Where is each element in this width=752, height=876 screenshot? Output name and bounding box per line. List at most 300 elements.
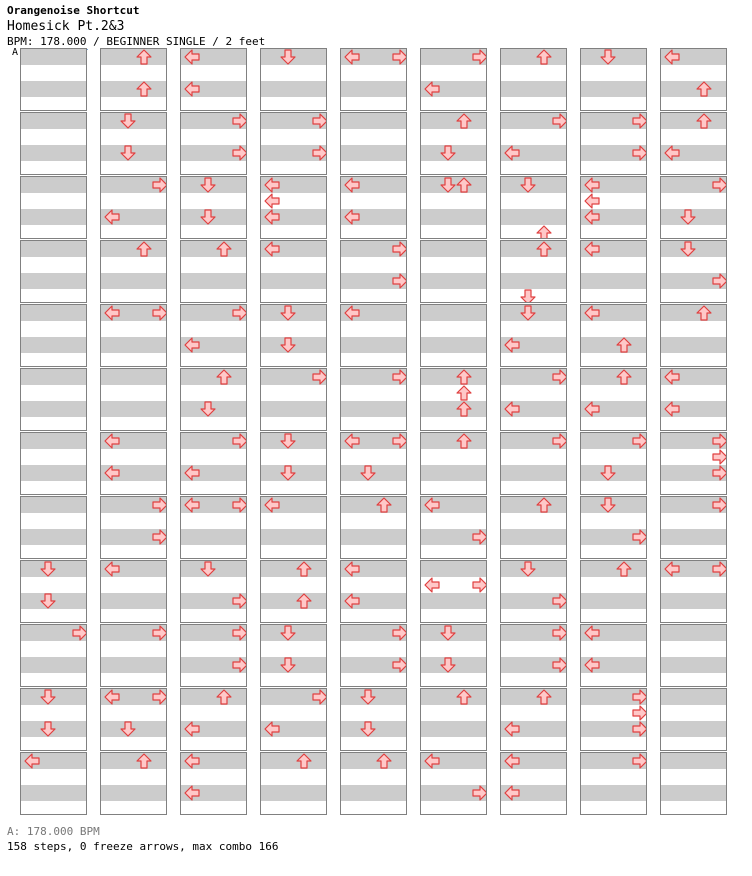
measure: [660, 752, 727, 815]
measure: [20, 560, 87, 623]
right-arrow-icon: [152, 689, 167, 705]
up-arrow-icon: [136, 241, 152, 257]
beat-band: [341, 81, 406, 97]
up-arrow-icon: [456, 113, 472, 129]
right-arrow-icon: [632, 113, 647, 129]
beat-band: [581, 81, 646, 97]
down-arrow-icon: [40, 689, 56, 705]
beat-band: [661, 785, 726, 801]
up-arrow-icon: [456, 385, 472, 401]
down-arrow-icon: [40, 721, 56, 737]
measure: [100, 48, 167, 111]
measure: [660, 432, 727, 495]
measure: [180, 432, 247, 495]
beat-band: [421, 209, 486, 225]
measure: [20, 432, 87, 495]
measure: [580, 560, 647, 623]
right-arrow-icon: [232, 433, 247, 449]
beat-band: [21, 241, 86, 257]
measure: [100, 176, 167, 239]
measure: [340, 688, 407, 751]
beat-band: [21, 177, 86, 193]
measure: [20, 112, 87, 175]
measure: [420, 304, 487, 367]
left-arrow-icon: [184, 465, 200, 481]
beat-band: [661, 753, 726, 769]
down-arrow-icon: [40, 561, 56, 577]
measure: [420, 688, 487, 751]
left-arrow-icon: [584, 193, 600, 209]
up-arrow-icon: [296, 753, 312, 769]
up-arrow-icon: [136, 81, 152, 97]
measure: [500, 176, 567, 239]
right-arrow-icon: [632, 705, 647, 721]
down-arrow-icon: [360, 721, 376, 737]
right-arrow-icon: [632, 689, 647, 705]
down-arrow-icon: [600, 497, 616, 513]
right-arrow-icon: [232, 657, 247, 673]
measure: [100, 304, 167, 367]
measure: [180, 496, 247, 559]
measure: [660, 48, 727, 111]
beat-band: [261, 529, 326, 545]
measure: [500, 368, 567, 431]
beat-band: [261, 401, 326, 417]
right-arrow-icon: [232, 305, 247, 321]
beat-band: [501, 273, 566, 289]
right-arrow-icon: [632, 145, 647, 161]
up-arrow-icon: [536, 225, 552, 239]
measure: [340, 240, 407, 303]
left-arrow-icon: [264, 241, 280, 257]
left-arrow-icon: [184, 721, 200, 737]
measure: [180, 48, 247, 111]
right-arrow-icon: [232, 593, 247, 609]
measure: [180, 688, 247, 751]
measure: [340, 560, 407, 623]
beat-band: [21, 529, 86, 545]
right-arrow-icon: [552, 433, 567, 449]
up-arrow-icon: [376, 497, 392, 513]
down-arrow-icon: [600, 49, 616, 65]
left-arrow-icon: [24, 753, 40, 769]
up-arrow-icon: [616, 561, 632, 577]
measure: [420, 176, 487, 239]
beat-band: [181, 369, 246, 385]
left-arrow-icon: [584, 209, 600, 225]
left-arrow-icon: [664, 369, 680, 385]
up-arrow-icon: [456, 177, 472, 193]
measure: [660, 688, 727, 751]
up-arrow-icon: [136, 49, 152, 65]
right-arrow-icon: [152, 625, 167, 641]
up-arrow-icon: [136, 753, 152, 769]
beat-band: [661, 113, 726, 129]
measure: [420, 48, 487, 111]
beat-band: [421, 689, 486, 705]
measure: [500, 560, 567, 623]
right-arrow-icon: [232, 113, 247, 129]
measure: [660, 176, 727, 239]
measure: [580, 368, 647, 431]
left-arrow-icon: [664, 49, 680, 65]
right-arrow-icon: [472, 529, 487, 545]
left-arrow-icon: [664, 145, 680, 161]
right-arrow-icon: [712, 449, 727, 465]
beat-band: [101, 273, 166, 289]
measure: [260, 624, 327, 687]
beat-band: [21, 785, 86, 801]
measure: [180, 112, 247, 175]
beat-band: [421, 433, 486, 449]
beat-band: [181, 241, 246, 257]
measure: [100, 496, 167, 559]
beat-band: [581, 785, 646, 801]
measure: [420, 560, 487, 623]
measure: [660, 560, 727, 623]
beat-band: [421, 337, 486, 353]
up-arrow-icon: [456, 401, 472, 417]
beat-band: [501, 529, 566, 545]
left-arrow-icon: [104, 433, 120, 449]
measure: [660, 496, 727, 559]
right-arrow-icon: [712, 465, 727, 481]
right-arrow-icon: [152, 529, 167, 545]
left-arrow-icon: [504, 785, 520, 801]
right-arrow-icon: [712, 273, 727, 289]
left-arrow-icon: [504, 753, 520, 769]
right-arrow-icon: [552, 657, 567, 673]
measure: [580, 624, 647, 687]
measure: [100, 112, 167, 175]
beat-band: [21, 113, 86, 129]
measure: [260, 176, 327, 239]
measure: [180, 304, 247, 367]
beat-band: [421, 369, 486, 385]
bpm-summary: A: 178.000 BPM: [7, 825, 100, 838]
measure: [580, 304, 647, 367]
left-arrow-icon: [584, 305, 600, 321]
measure: [580, 688, 647, 751]
right-arrow-icon: [472, 49, 487, 65]
beat-band: [501, 465, 566, 481]
measure: [420, 240, 487, 303]
right-arrow-icon: [552, 625, 567, 641]
song-title: Orangenoise Shortcut: [7, 4, 140, 17]
beat-band: [21, 401, 86, 417]
right-arrow-icon: [392, 433, 407, 449]
beat-band: [421, 401, 486, 417]
left-arrow-icon: [104, 689, 120, 705]
beat-band: [661, 305, 726, 321]
down-arrow-icon: [200, 177, 216, 193]
measure: [340, 752, 407, 815]
beat-band: [661, 81, 726, 97]
measure: [580, 496, 647, 559]
measure: [500, 112, 567, 175]
measure: [20, 496, 87, 559]
beat-band: [581, 561, 646, 577]
measure: [580, 176, 647, 239]
beat-band: [501, 209, 566, 225]
up-arrow-icon: [616, 337, 632, 353]
beat-band: [101, 753, 166, 769]
measure: [20, 304, 87, 367]
right-arrow-icon: [472, 577, 487, 593]
measure: [20, 176, 87, 239]
bpm-marker: A: [12, 47, 19, 58]
beat-band: [421, 593, 486, 609]
measure: [580, 240, 647, 303]
beat-band: [661, 689, 726, 705]
measure: [20, 624, 87, 687]
up-arrow-icon: [536, 241, 552, 257]
right-arrow-icon: [152, 177, 167, 193]
measure: [580, 112, 647, 175]
right-arrow-icon: [712, 561, 727, 577]
left-arrow-icon: [424, 497, 440, 513]
beat-band: [21, 369, 86, 385]
right-arrow-icon: [152, 305, 167, 321]
beat-band: [261, 81, 326, 97]
measure: [100, 368, 167, 431]
beat-band: [261, 753, 326, 769]
beat-band: [341, 785, 406, 801]
right-arrow-icon: [472, 785, 487, 801]
right-arrow-icon: [392, 625, 407, 641]
beat-band: [421, 273, 486, 289]
measure: [660, 624, 727, 687]
up-arrow-icon: [296, 593, 312, 609]
song-subtitle: Homesick Pt.2&3: [7, 19, 125, 34]
beat-band: [21, 145, 86, 161]
left-arrow-icon: [344, 593, 360, 609]
measure: [340, 112, 407, 175]
measure: [260, 560, 327, 623]
measure: [500, 240, 567, 303]
right-arrow-icon: [312, 145, 327, 161]
beat-band: [21, 497, 86, 513]
right-arrow-icon: [392, 49, 407, 65]
down-arrow-icon: [520, 561, 536, 577]
up-arrow-icon: [296, 561, 312, 577]
beat-band: [261, 561, 326, 577]
measure: [340, 496, 407, 559]
beat-band: [341, 401, 406, 417]
beat-band: [501, 241, 566, 257]
measure: [420, 624, 487, 687]
up-arrow-icon: [216, 241, 232, 257]
left-arrow-icon: [184, 497, 200, 513]
measure: [420, 112, 487, 175]
beat-band: [581, 593, 646, 609]
beat-band: [501, 689, 566, 705]
measure: [340, 48, 407, 111]
measure: [260, 304, 327, 367]
right-arrow-icon: [72, 625, 87, 641]
measure: [660, 368, 727, 431]
right-arrow-icon: [232, 497, 247, 513]
beat-band: [101, 241, 166, 257]
left-arrow-icon: [264, 497, 280, 513]
beat-band: [341, 145, 406, 161]
up-arrow-icon: [536, 497, 552, 513]
down-arrow-icon: [280, 49, 296, 65]
beat-band: [101, 369, 166, 385]
right-arrow-icon: [552, 369, 567, 385]
up-arrow-icon: [456, 689, 472, 705]
beat-band: [341, 497, 406, 513]
measure: [180, 176, 247, 239]
beat-band: [341, 529, 406, 545]
beat-band: [21, 337, 86, 353]
down-arrow-icon: [440, 177, 456, 193]
down-arrow-icon: [520, 289, 536, 303]
left-arrow-icon: [344, 561, 360, 577]
left-arrow-icon: [584, 625, 600, 641]
beat-band: [581, 273, 646, 289]
beat-band: [421, 465, 486, 481]
right-arrow-icon: [392, 241, 407, 257]
left-arrow-icon: [104, 561, 120, 577]
beat-band: [661, 625, 726, 641]
beat-band: [101, 49, 166, 65]
left-arrow-icon: [184, 49, 200, 65]
measure: [260, 240, 327, 303]
down-arrow-icon: [200, 209, 216, 225]
measure: [100, 624, 167, 687]
beat-band: [421, 561, 486, 577]
beat-band: [21, 657, 86, 673]
beat-band: [421, 241, 486, 257]
beat-band: [421, 721, 486, 737]
measure: [260, 496, 327, 559]
measure: [20, 48, 87, 111]
measure: [500, 432, 567, 495]
beat-band: [341, 113, 406, 129]
right-arrow-icon: [312, 369, 327, 385]
measure: [180, 240, 247, 303]
beat-band: [501, 497, 566, 513]
right-arrow-icon: [712, 177, 727, 193]
left-arrow-icon: [264, 209, 280, 225]
left-arrow-icon: [584, 241, 600, 257]
up-arrow-icon: [216, 369, 232, 385]
down-arrow-icon: [280, 305, 296, 321]
left-arrow-icon: [504, 337, 520, 353]
left-arrow-icon: [664, 401, 680, 417]
beat-band: [21, 433, 86, 449]
down-arrow-icon: [120, 721, 136, 737]
left-arrow-icon: [184, 337, 200, 353]
beat-band: [21, 209, 86, 225]
measure: [420, 496, 487, 559]
right-arrow-icon: [232, 625, 247, 641]
measure: [20, 368, 87, 431]
beat-band: [21, 273, 86, 289]
measure: [180, 624, 247, 687]
beat-band: [501, 49, 566, 65]
beat-band: [21, 81, 86, 97]
down-arrow-icon: [280, 337, 296, 353]
up-arrow-icon: [536, 689, 552, 705]
left-arrow-icon: [104, 305, 120, 321]
beat-band: [581, 369, 646, 385]
left-arrow-icon: [264, 193, 280, 209]
beat-band: [21, 305, 86, 321]
left-arrow-icon: [344, 433, 360, 449]
left-arrow-icon: [264, 721, 280, 737]
down-arrow-icon: [440, 625, 456, 641]
right-arrow-icon: [232, 145, 247, 161]
up-arrow-icon: [216, 689, 232, 705]
chart-info: BPM: 178.000 / BEGINNER SINGLE / 2 feet: [7, 35, 266, 48]
left-arrow-icon: [424, 577, 440, 593]
up-arrow-icon: [456, 369, 472, 385]
down-arrow-icon: [280, 625, 296, 641]
measure: [580, 752, 647, 815]
measure: [580, 48, 647, 111]
up-arrow-icon: [536, 49, 552, 65]
beat-band: [101, 81, 166, 97]
down-arrow-icon: [200, 561, 216, 577]
beat-band: [421, 305, 486, 321]
beat-band: [21, 465, 86, 481]
left-arrow-icon: [184, 785, 200, 801]
beat-band: [101, 401, 166, 417]
measure: [100, 560, 167, 623]
up-arrow-icon: [376, 753, 392, 769]
right-arrow-icon: [632, 529, 647, 545]
beat-band: [181, 529, 246, 545]
measure: [260, 688, 327, 751]
right-arrow-icon: [392, 657, 407, 673]
right-arrow-icon: [312, 113, 327, 129]
beat-band: [421, 113, 486, 129]
measure: [420, 432, 487, 495]
left-arrow-icon: [344, 49, 360, 65]
right-arrow-icon: [632, 753, 647, 769]
beat-band: [261, 593, 326, 609]
measure: [660, 112, 727, 175]
left-arrow-icon: [504, 721, 520, 737]
left-arrow-icon: [424, 753, 440, 769]
measure: [260, 48, 327, 111]
beat-band: [501, 81, 566, 97]
measure: [260, 368, 327, 431]
measure: [100, 688, 167, 751]
right-arrow-icon: [392, 369, 407, 385]
beat-band: [261, 273, 326, 289]
measure: [500, 688, 567, 751]
beat-band: [341, 753, 406, 769]
right-arrow-icon: [712, 433, 727, 449]
measure: [500, 624, 567, 687]
measure: [340, 304, 407, 367]
beat-band: [101, 657, 166, 673]
beat-band: [21, 49, 86, 65]
up-arrow-icon: [616, 369, 632, 385]
down-arrow-icon: [520, 177, 536, 193]
down-arrow-icon: [120, 145, 136, 161]
measure: [500, 496, 567, 559]
measure: [420, 752, 487, 815]
right-arrow-icon: [632, 721, 647, 737]
right-arrow-icon: [152, 497, 167, 513]
down-arrow-icon: [120, 113, 136, 129]
measure: [100, 752, 167, 815]
beat-band: [661, 593, 726, 609]
